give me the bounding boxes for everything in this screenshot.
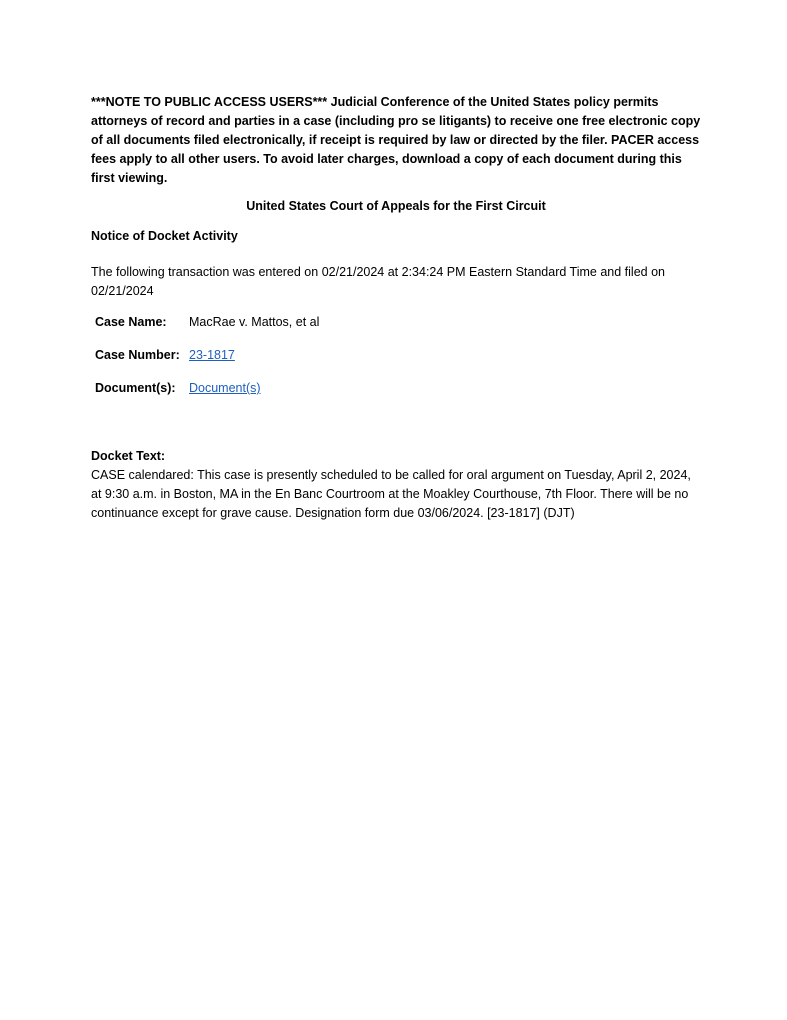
documents-link[interactable]: Document(s) bbox=[189, 381, 261, 395]
court-title: United States Court of Appeals for the First Circuit bbox=[246, 199, 546, 213]
case-info-table bbox=[92, 310, 322, 409]
case-number-label: Case Number: bbox=[95, 348, 180, 362]
case-number-link[interactable]: 23-1817 bbox=[189, 348, 235, 362]
case-number-row bbox=[92, 343, 322, 376]
documents-label: Document(s): bbox=[95, 381, 176, 395]
case-name-label: Case Name: bbox=[95, 315, 167, 329]
docket-text-label: Docket Text: bbox=[91, 449, 166, 463]
notice-heading: Notice of Docket Activity bbox=[91, 229, 238, 243]
transaction-statement: The following transaction was entered on 02/21/2024 at 2:34:24 PM Eastern Standard Time and filed on 02/21/2024 bbox=[91, 265, 665, 298]
public-access-note: ***NOTE TO PUBLIC ACCESS USERS*** Judicial Conference of the United States policy permits attorneys of record and parties in a case (including pro se litigants) to receive one free electronic copy of all documents filed electronically, if receipt is required by law or directed by the filer. PACER access fees apply to all other users. To avoid later charges, download a copy of each document during this first viewing. bbox=[91, 95, 701, 185]
docket-text-body: CASE calendared: This case is presently scheduled to be called for oral argument on Tuesday, April 2, 2024, at 9:30 a.m. in Boston, MA in the En Banc Courtroom at the Moakley Courthouse, 7th Floor. There will be no continuance except for grave cause. Designation form due 03/06/2024. [23-1817] (DJT) bbox=[91, 468, 691, 520]
documents-row bbox=[92, 376, 322, 409]
case-name-value: MacRae v. Mattos, et al bbox=[189, 315, 320, 329]
case-name-row bbox=[92, 310, 322, 343]
docket-notice-document bbox=[91, 93, 701, 523]
